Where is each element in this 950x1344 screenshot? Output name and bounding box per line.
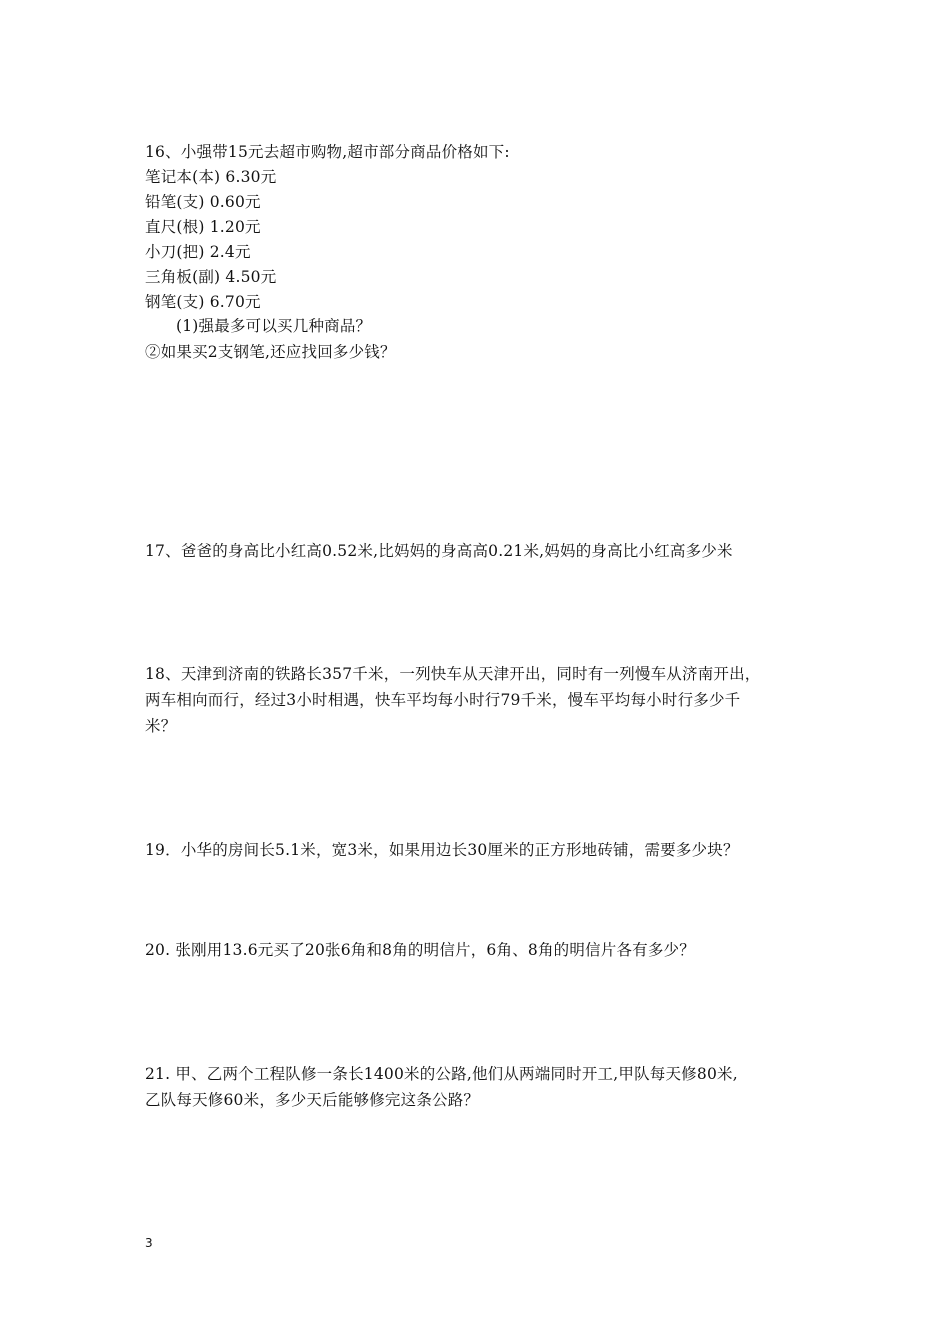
q16-stem: 16、小强带15元去超市购物,超市部分商品价格如下:	[145, 143, 510, 161]
q16-item-pen: 钢笔(支) 6.70元	[145, 293, 261, 311]
q16-item-pencil: 铅笔(支) 0.60元	[145, 193, 261, 211]
q16-sub-question-2: ②如果买2支钢笔,还应找回多少钱？	[145, 343, 396, 361]
q21-line-1: 21. 甲、乙两个工程队修一条长1400米的公路,他们从两端同时开工,甲队每天修80米,	[145, 1065, 738, 1083]
q20-text: 20. 张刚用13.6元买了20张6角和8角的明信片，6角、8角的明信片各有多少？	[145, 941, 695, 959]
q19-text: 19．小华的房间长5.1米，宽3米，如果用边长30厘米的正方形地砖铺，需要多少块？	[145, 841, 739, 859]
q21-line-2: 乙队每天修60米，多少天后能够修完这条公路？	[145, 1091, 480, 1109]
q16-item-ruler: 直尺(根) 1.20元	[145, 218, 261, 236]
q16-item-triangle: 三角板(副) 4.50元	[145, 268, 277, 286]
q16-item-notebook: 笔记本(本) 6.30元	[145, 168, 277, 186]
q16-item-knife: 小刀(把) 2.4元	[145, 243, 251, 261]
q18-line-1: 18、天津到济南的铁路长357千米，一列快车从天津开出，同时有一列慢车从济南开出，	[145, 665, 761, 683]
q17-text: 17、爸爸的身高比小红高0.52米,比妈妈的身高高0.21米,妈妈的身高比小红高多少米	[145, 542, 733, 560]
q18-line-3: 米？	[145, 717, 177, 735]
q18-line-2: 两车相向而行，经过3小时相遇，快车平均每小时行79千米，慢车平均每小时行多少千	[145, 691, 741, 709]
page-number: 3	[145, 1236, 153, 1250]
q16-sub-question-1: (1)强最多可以买几种商品？	[176, 317, 372, 335]
